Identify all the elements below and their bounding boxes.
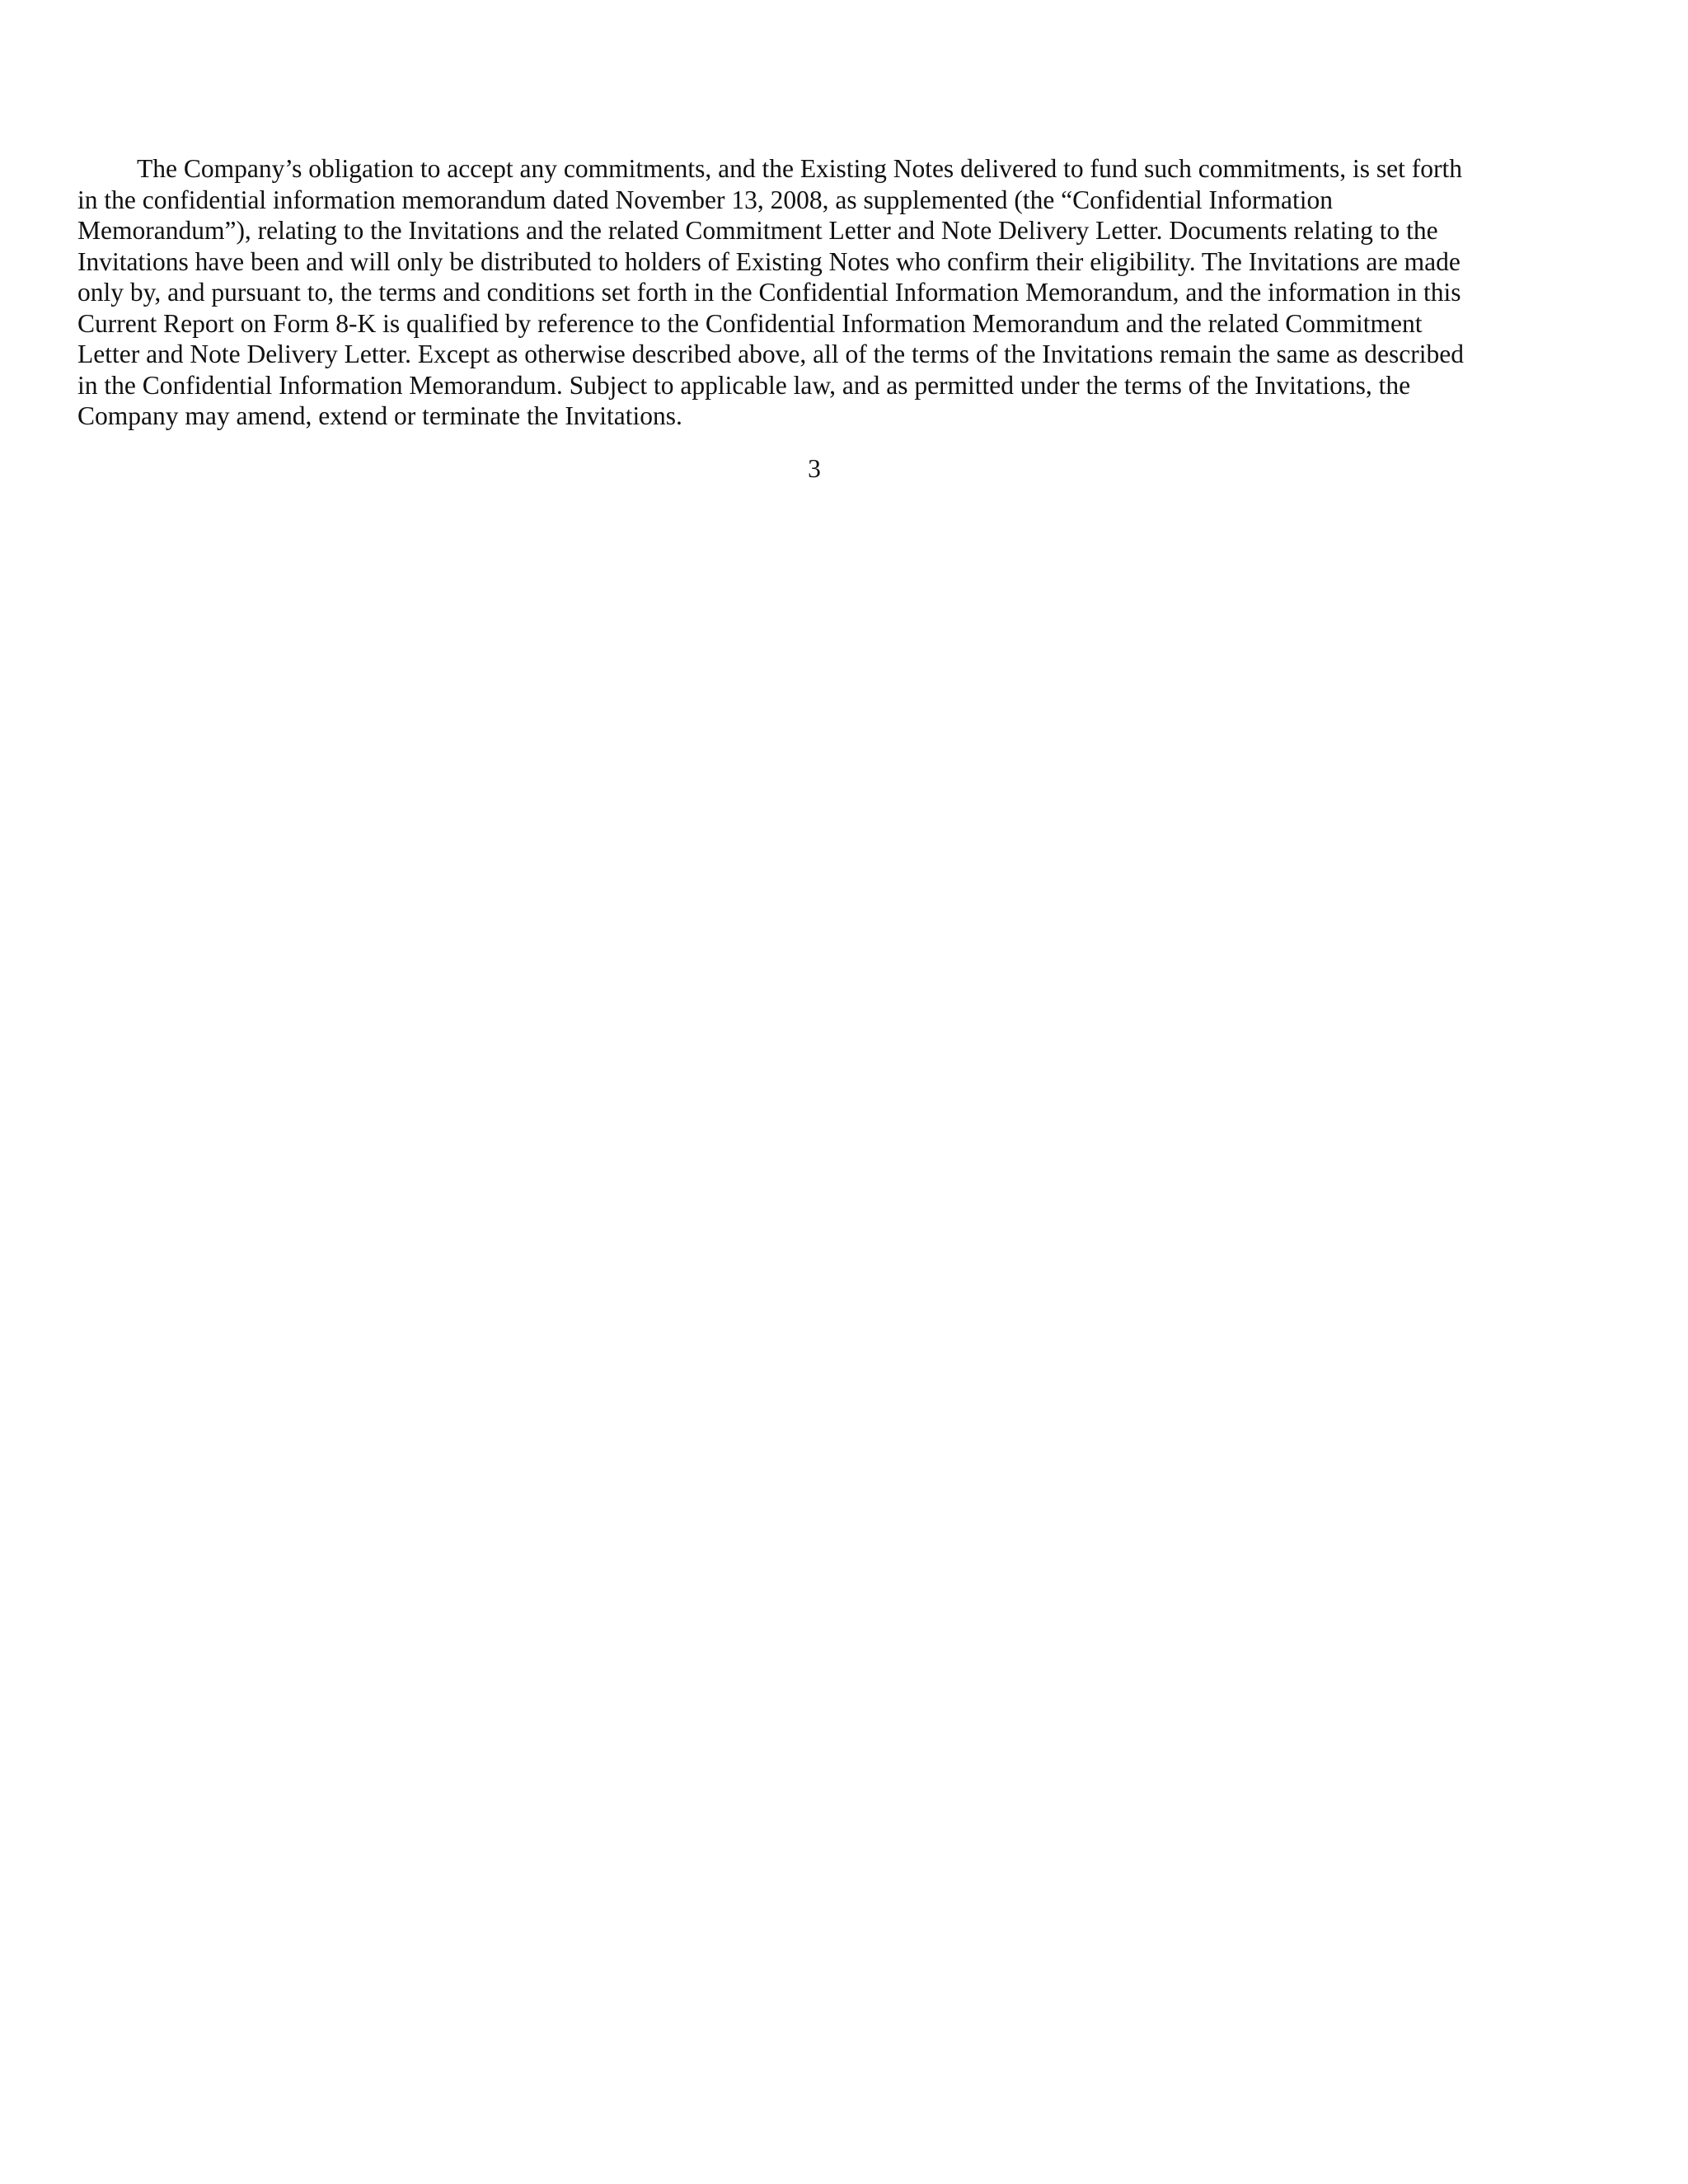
paragraph-line: only by, and pursuant to, the terms and conditions set forth in the Confidential Information Memorandum, and the information in this bbox=[77, 278, 1461, 307]
paragraph-line: in the confidential information memorandum dated November 13, 2008, as supplemented (the “Confidential Information bbox=[77, 185, 1333, 214]
paragraph-line: Memorandum”), relating to the Invitations and the related Commitment Letter and Note Delivery Letter. Documents relating to the bbox=[77, 216, 1438, 245]
paragraph-line: Invitations have been and will only be distributed to holders of Existing Notes who confirm their eligibility. The Invitations are made bbox=[77, 246, 1461, 276]
page-number: 3 bbox=[808, 454, 821, 483]
paragraph-line: Letter and Note Delivery Letter. Except as otherwise described above, all of the terms of the Invitations remain the same as described bbox=[77, 340, 1465, 368]
body-paragraph bbox=[77, 153, 1561, 432]
paragraph-line: in the Confidential Information Memorandum. Subject to applicable law, and as permitted under the terms of the Invitations, the bbox=[77, 370, 1411, 400]
paragraph-line: Current Report on Form 8-K is qualified by reference to the Confidential Information Memorandum and the related Commitment bbox=[77, 308, 1423, 338]
paragraph-line: The Company’s obligation to accept any commitments, and the Existing Notes delivered to fund such commitments, is set forth bbox=[137, 154, 1462, 183]
paragraph-line: Company may amend, extend or terminate the Invitations. bbox=[77, 401, 682, 430]
